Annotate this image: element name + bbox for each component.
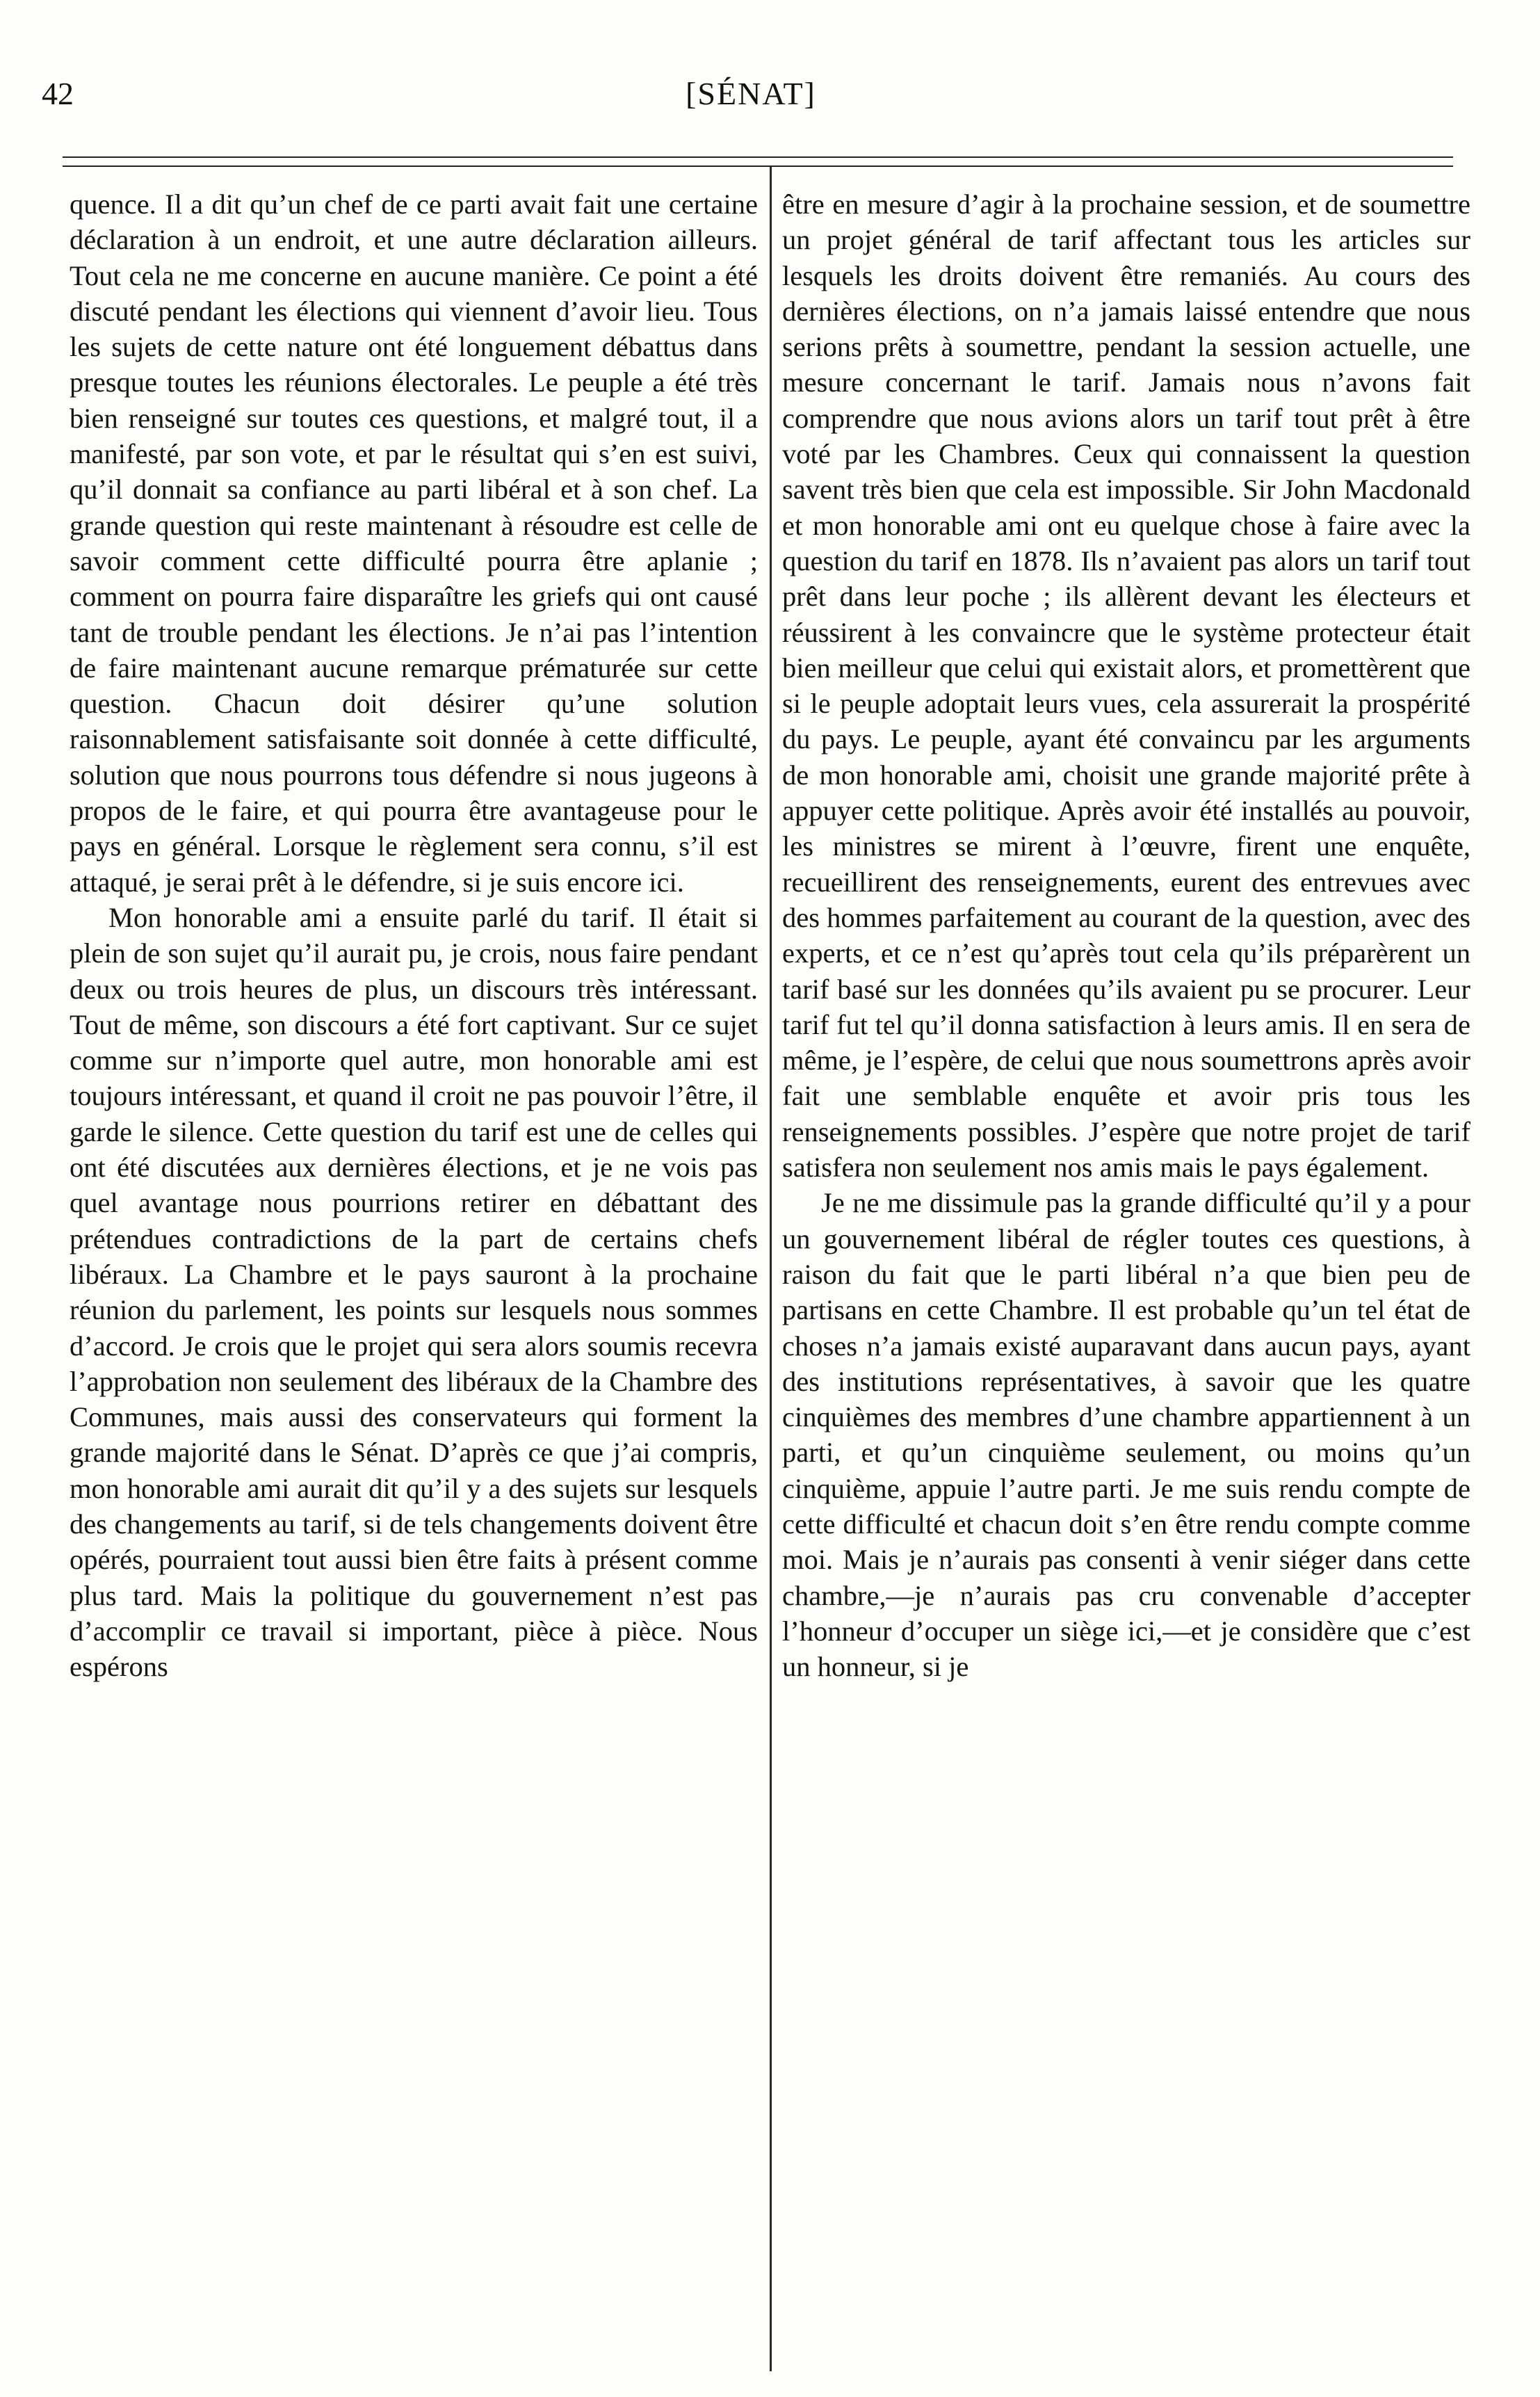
header-rule-bottom [63,166,1453,167]
header-rule-top [63,156,1453,158]
paragraph: quence. Il a dit qu’un chef de ce parti avait fait une certaine déclaration à un endroit, et une autre déclaration ailleurs. Tout cela ne me concerne en aucune manière. Ce point a été discuté pendant les élections qui viennent d’avoir lieu. Tous les sujets de cette nature ont été longuement débattus dans presque toutes les réunions électorales. Le peuple a été très bien renseigné sur toutes ces questions, et malgré tout, il a manifesté, par son vote, et par le résultat qui s’en est suivi, qu’il donnait sa confiance au parti libéral et à son chef. La grande question qui reste maintenant à résoudre est celle de savoir comment cette difficulté pourra être aplanie ; comment on pourra faire disparaître les griefs qui ont causé tant de trouble pendant les élections. Je n’ai pas l’intention de faire maintenant aucune remarque prématurée sur cette question. Chacun doit désirer qu’une solution raisonnablement satisfaisante soit donnée à cette difficulté, solution que nous pourrons tous défendre si nous jugeons à propos de le faire, et qui pourra être avantageuse pour le pays en général. Lorsque le règlement sera connu, s’il est attaqué, je serai prêt à le défendre, si je suis encore ici. [70,188,758,898]
page-header [42,75,1460,124]
column-divider [770,167,772,2371]
paragraph: être en mesure d’agir à la prochaine session, et de soumettre un projet général de tarif affectant tous les articles sur lesquels les droits doivent être remaniés. Au cours des dernières élections, on n’a jamais laissé entendre que nous serions prêts à soumettre, pendant la session actuelle, une mesure concernant le tarif. Jamais nous n’avons fait comprendre que nous avions alors un tarif tout prêt à être voté par les Chambres. Ceux qui connaissent la question savent très bien que cela est impossible. Sir John Macdonald et mon honorable ami ont eu quelque chose à faire avec la question du tarif en 1878. Ils n’avaient pas alors un tarif tout prêt dans leur poche ; ils allèrent devant les électeurs et réussirent à les convaincre que le système protecteur était bien meilleur que celui qui existait alors, et promettèrent que si le peuple adoptait leurs vues, cela assurerait la prospérité du pays. Le peuple, ayant été convaincu par les arguments de mon honorable ami, choisit une grande majorité prête à appuyer cette politique. Après avoir été installés au pouvoir, les ministres se mirent à l’œuvre, firent une enquête, recueillirent des renseignements, eurent des entrevues avec des hommes parfaitement au courant de la question, avec des experts, et ce n’est qu’après tout cela qu’ils préparèrent un tarif basé sur les données qu’ils avaient pu se procurer. Leur tarif fut tel qu’il donna satisfaction à leurs amis. Il en sera de même, je l’espère, de celui que nous soumettrons après avoir fait une semblable enquête et avoir pris tous les renseignements possibles. J’espère que notre projet de tarif satisfera non seulement nos amis mais le pays également. [782,188,1470,1184]
left-column [70,186,758,1684]
paragraph: Mon honorable ami a ensuite parlé du tarif. Il était si plein de son sujet qu’il aurait pu, je crois, nous faire pendant deux ou trois heures de plus, un discours très intéressant. Tout de même, son discours a été fort captivant. Sur ce sujet comme sur n’importe quel autre, mon honorable ami est toujours intéressant, et quand il croit ne pas pouvoir l’être, il garde le silence. Cette question du tarif est une de celles qui ont été discutées aux dernières élections, et je ne vois pas quel avantage nous pourrions retirer en débattant des prétendues contradictions de la part de certains chefs libéraux. La Chambre et le pays sauront à la prochaine réunion du parlement, les points sur lesquels nous sommes d’accord. Je crois que le projet qui sera alors soumis recevra l’approbation non seulement des libéraux de la Chambre des Communes, mais aussi des conservateurs qui forment la grande majorité dans le Sénat. D’après ce que j’ai compris, mon honorable ami aurait dit qu’il y a des sujets sur lesquels des changements au tarif, si de tels changements doivent être opérés, pourraient tout aussi bien être faits à présent comme plus tard. Mais la politique du gouvernement n’est pas d’accomplir ce travail si important, pièce à pièce. Nous espérons [70,901,758,1683]
running-head: [SÉNAT] [686,76,816,111]
paragraph: Je ne me dissimule pas la grande difficulté qu’il y a pour un gouvernement libéral de régler toutes ces questions, à raison du fait que le parti libéral n’a que bien peu de partisans en cette Chambre. Il est probable qu’un tel état de choses n’a jamais existé auparavant dans aucun pays, ayant des institutions représentatives, à savoir que les quatre cinquièmes des membres d’une chambre appartiennent à un parti, et qu’un cinquième seulement, ou moins qu’un cinquième, appuie l’autre parti. Je me suis rendu compte de cette difficulté et chacun doit s’en être rendu compte comme moi. Mais je n’aurais pas consenti à venir siéger dans cette chambre,—je n’aurais pas cru convenable d’accepter l’honneur d’occuper un siège ici,—et je considère que c’est un honneur, si je [782,1187,1470,1683]
page-number: 42 [42,76,74,111]
right-column [782,186,1470,1684]
